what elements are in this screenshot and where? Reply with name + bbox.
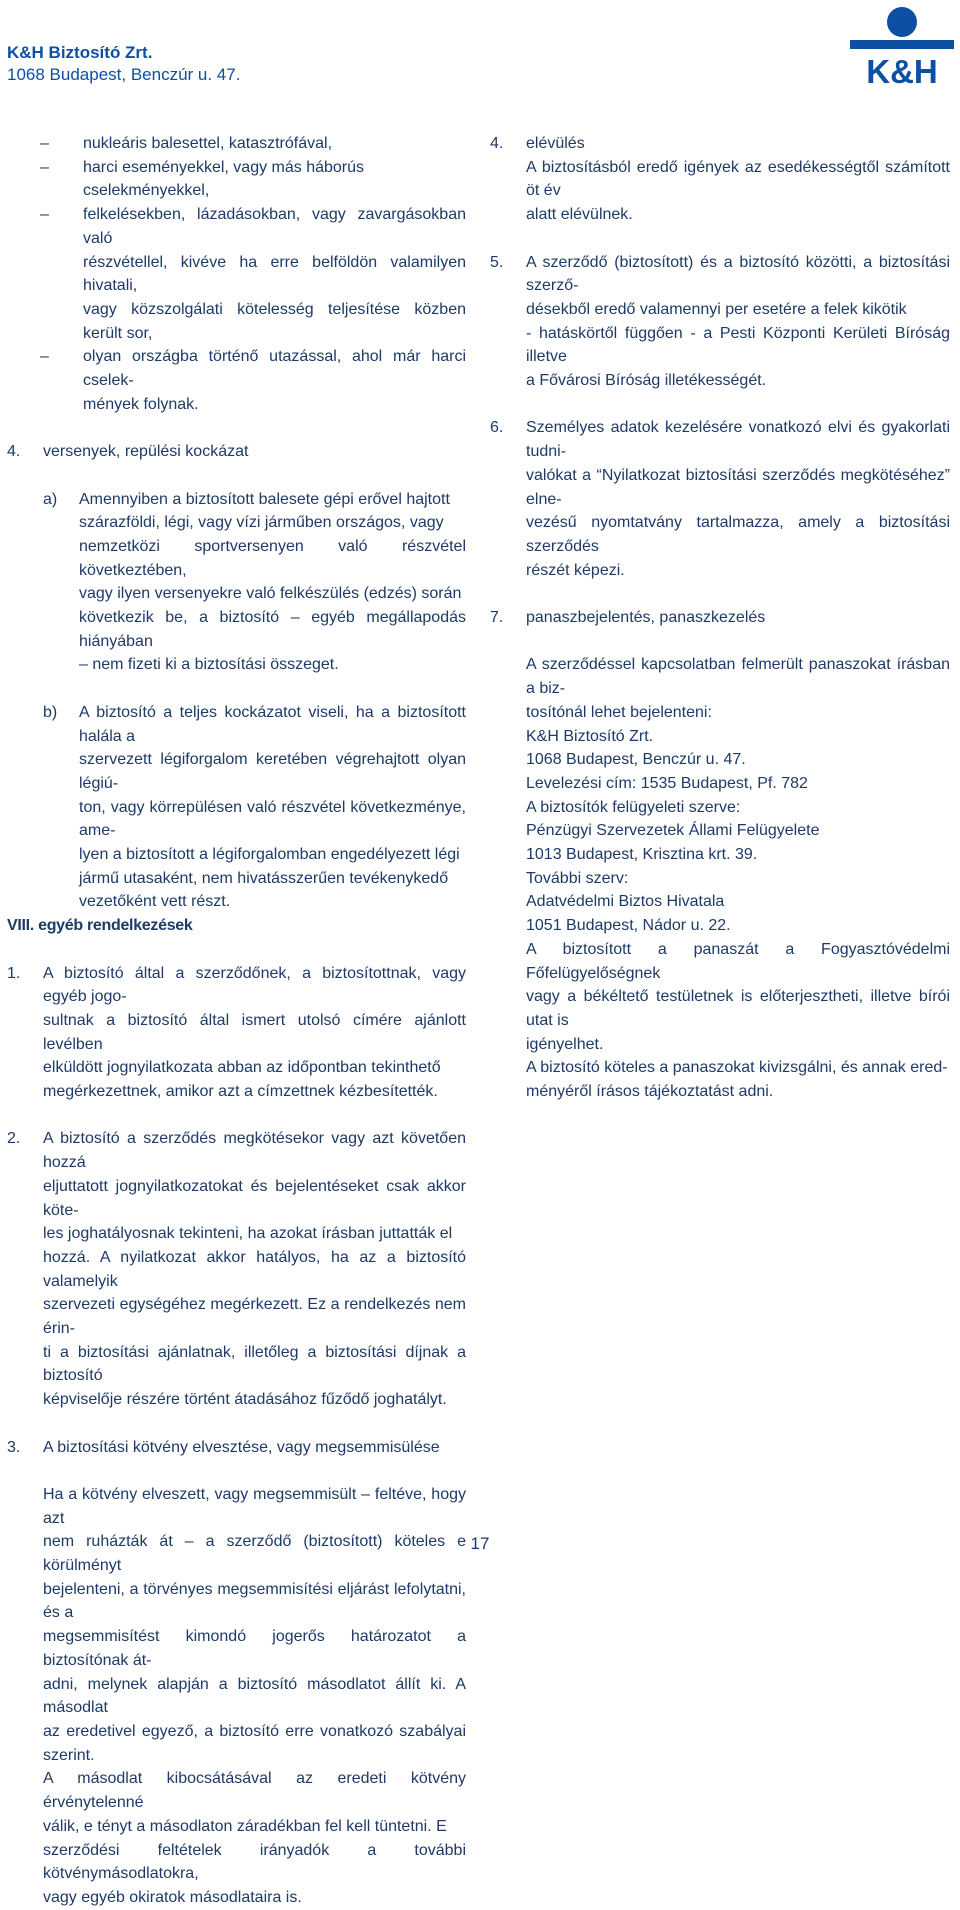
paragraph-1: 1. A biztosító által a szerződőnek, a biztosítottnak, vagy egyéb jogo- sultnak a biztosító által ismert utolsó címére ajánlott levélben elküldött jognyilatkozata abban az időpontban tekinthető megérkezettnek, amikor azt a címzettnek kézbesítették. [7, 964, 466, 1101]
company-name: K&H Biztosító Zrt. [7, 43, 153, 62]
paragraph-3-heading: 3. A biztosítási kötvény elvesztése, vagy megsemmisülése [7, 1438, 440, 1456]
right-item-5: 5. A szerződő (biztosított) és a biztosító közötti, a biztosítási szerző- désekből eredő valamennyi per esetére a felek kikötik - hatáskörtől függően - a Pesti Központi Kerületi Bíróság illetve a Fővárosi Bíróság illetékességét. [490, 253, 950, 390]
paragraph-2: 2. A biztosító a szerződés megkötésekor vagy azt követően hozzá eljuttatott jognyilatkozatokat és bejelentéseket csak akkor köte- les joghatályosnak tekinteni, ha azokat írásban juttatták el hozzá. A nyilatkozat akkor hatályos, ha az a biztosító valamelyik szervezeti egységéhez megérkezett. Ez a rendelkezés nem érin- ti a biztosítási ajánlatnak, illetőleg a biztosítási díjnak a biztosító képviselője részére történt átadásához fűződő joghatályt. [7, 1130, 466, 1409]
dash-item-3: – felkelésekben, lázadásokban, vagy zavargásokban való [40, 206, 466, 247]
complaint-body: A szerződéssel kapcsolatban felmerült panaszokat írásban a biz- tosítónál lehet bejelenteni: K&H Biztosító Zrt. 1068 Budapest, Benczúr u. 47. Levelezési cím: 1535 Budapest, Pf. 782 A biztosítók felügyeleti szerve: Pénzügyi Szervezetek Állami Felügyelete 1013 Budapest, Krisztina krt. 39. További szerv: Adatvédelmi Biztos Hivatala 1051 Budapest, Nádor u. 22. A biztosított a panaszát a Fogyasztóvédelmi Főfelügyelőségnek vagy a békéltető testületnek is előterjesztheti, illetve bírói utat is igényelhet. A biztosító köteles a panaszokat kivizsgálni, és annak ered- ményéről írásos tájékoztatást adni. [526, 656, 950, 1101]
company-address: 1068 Budapest, Benczúr u. 47. [7, 65, 241, 84]
dash-item-4-line-2: mények folynak. [83, 395, 199, 413]
right-column [490, 132, 950, 1104]
page-number: 17 [470, 1534, 490, 1553]
paragraph-3-body: Ha a kötvény elveszett, vagy megsemmisült – feltéve, hogy azt nem ruházták át – a szerződő (biztosított) köteles e körülményt bejelenteni, a törvényes megsemmisítési eljárást lefolytatni, és a megsemmisítést kimondó jogerős határozatot a biztosítónak át- adni, melynek alapján a biztosító másodlatot állít ki. A másodlat az eredetivel egyező, a biztosító erre vonatkozó szabályai szerint. A másodlat kibocsátásával az eredeti kötvény érvénytelenné válik, e tényt a másodlaton záradékban fel kell tüntetni. E szerződési feltételek irányadók a további kötvénymásodlatokra, vagy egyéb okiratok másodlataira is. [43, 1485, 466, 1906]
right-item-6: 6. Személyes adatok kezelésére vonatkozó elvi és gyakorlati tudni- valókat a “Nyilatkozat biztosítási szerződés megkötéséhez” elne- vezésű nyomtatvány tartalmazza, amely a biztosítási szerződés részét képezi. [490, 419, 950, 579]
dash-item-1: – nukleáris balesettel, katasztrófával, [40, 135, 333, 152]
left-column [7, 132, 466, 1910]
section-heading: VIII. egyéb rendelkezések [7, 917, 193, 935]
page-header [7, 42, 240, 86]
dash-item-2: – harci eseményekkel, vagy más háborús cselekményekkel, [40, 158, 365, 200]
right-item-7-heading: 7. panaszbejelentés, panaszkezelés [490, 609, 766, 627]
item-4-a: a) Amennyiben a biztosított balesete gépi erővel hajtott szárazföldi, légi, vagy vízi járműben országos, vagy nemzetközi sportversenyen való részvétel következtében, vagy ilyen versenyekre való felkészülés (edzés) során következik be, a biztosító – egyéb megállapodás hiányában – nem fizeti ki a biztosítási összeget. [43, 490, 466, 674]
item-4-b: b) A biztosító a teljes kockázatot viseli, ha a biztosított halála a szervezett légiforgalom keretében végrehajtott olyan légiú- ton, vagy körrepülésen való részvétel következménye, ame- lyen a biztosított a légiforgalomban engedélyezett légi jármű utasaként, nem hivatásszerűen tevékenykedő vezetőként vett részt. [43, 703, 466, 911]
item-4-heading: 4. versenyek, repülési kockázat [7, 443, 249, 461]
logo-text: K&H [866, 53, 938, 84]
dash-item-3-line-3: vagy közszolgálati kötelesség teljesítése közben került sor, [83, 300, 466, 342]
dash-item-4: – olyan országba történő utazással, ahol már harci cselek- [40, 348, 466, 390]
kh-logo [850, 4, 954, 84]
dash-item-3-line-2: részvétellel, kivéve ha erre belföldön valamilyen hivatali, [83, 253, 466, 295]
right-item-4: 4. elévülés A biztosításból eredő igények az esedékességtől számított öt év alatt elévülnek. [490, 135, 950, 224]
